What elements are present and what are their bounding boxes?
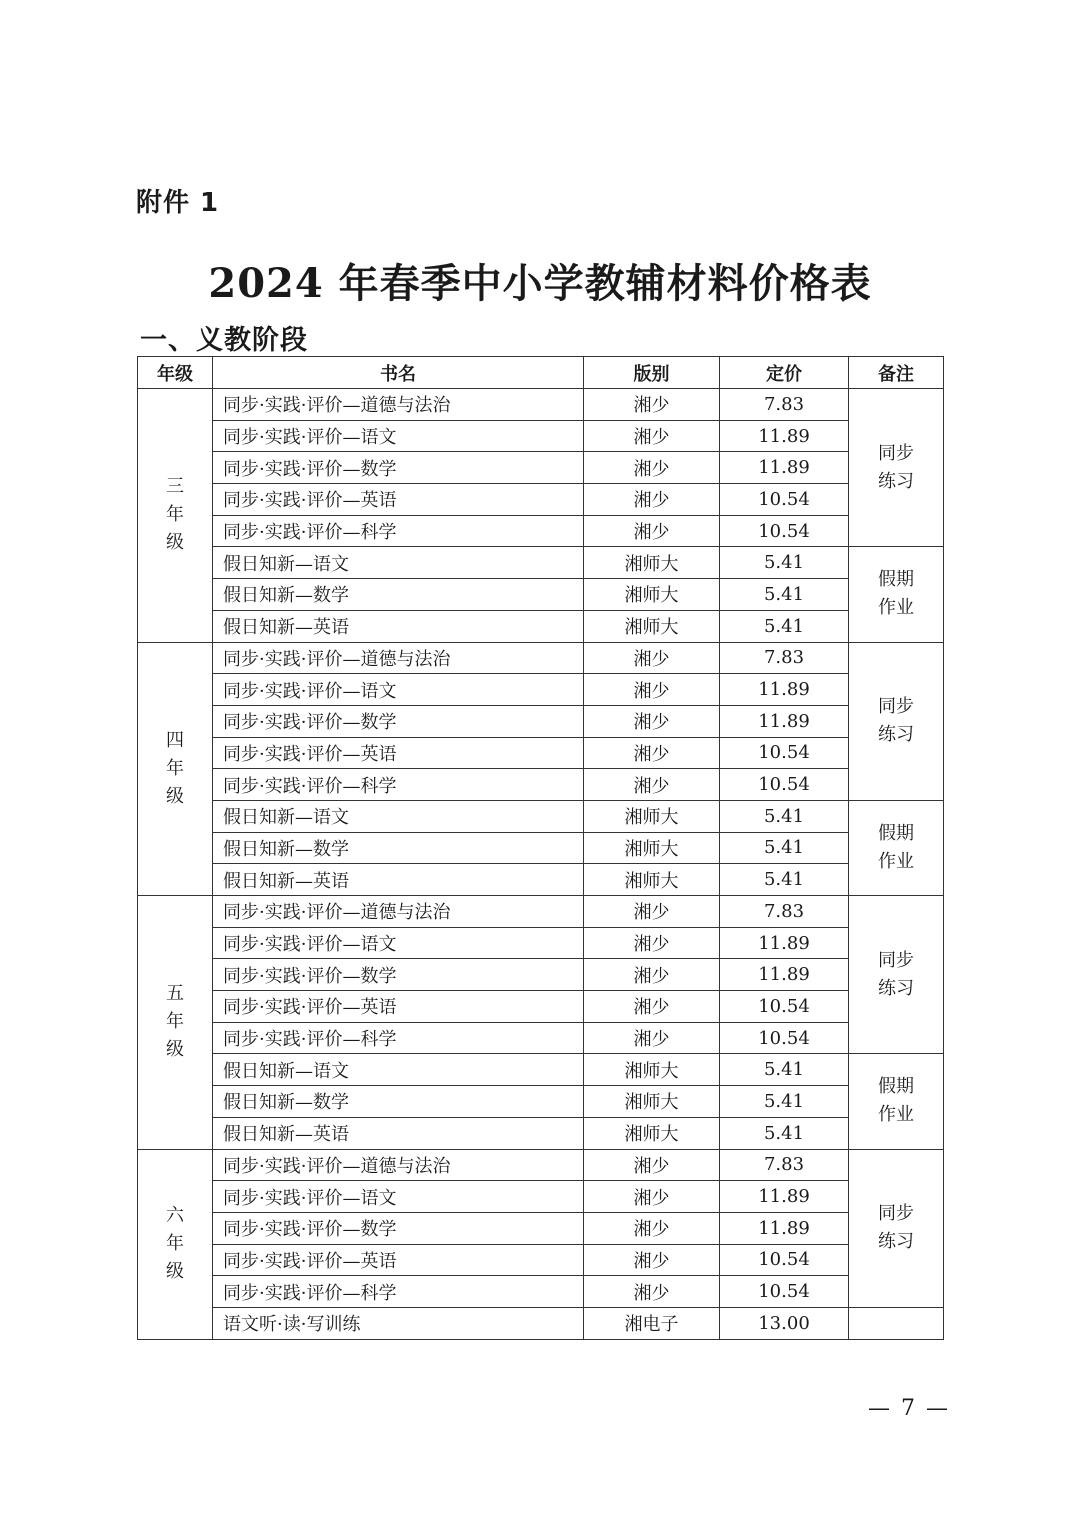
grade-cell bbox=[138, 896, 213, 1150]
publisher-cell: 湘师大 bbox=[584, 610, 720, 642]
table-row bbox=[138, 1244, 944, 1276]
book-name-cell: 同步·实践·评价—英语 bbox=[213, 991, 584, 1023]
publisher-cell: 湘少 bbox=[584, 389, 720, 421]
remark-label: 同步 练习 bbox=[878, 442, 914, 492]
book-name-cell: 同步·实践·评价—科学 bbox=[213, 1022, 584, 1054]
remark-label: 同步 练习 bbox=[878, 1203, 914, 1253]
grade-label: 三 年 级 bbox=[166, 476, 184, 554]
book-name-cell: 假日知新—数学 bbox=[213, 579, 584, 611]
table-row bbox=[138, 1022, 944, 1054]
table-row bbox=[138, 1086, 944, 1118]
column-header-remark: 备注 bbox=[849, 357, 944, 389]
remark-label: 同步 练习 bbox=[878, 696, 914, 746]
publisher-cell: 湘少 bbox=[584, 959, 720, 991]
publisher-cell: 湘师大 bbox=[584, 864, 720, 896]
price-cell: 5.41 bbox=[720, 864, 849, 896]
price-cell: 10.54 bbox=[720, 484, 849, 516]
book-name-cell: 同步·实践·评价—道德与法治 bbox=[213, 1149, 584, 1181]
table-row bbox=[138, 674, 944, 706]
book-name-cell: 假日知新—数学 bbox=[213, 832, 584, 864]
book-name-cell: 同步·实践·评价—数学 bbox=[213, 705, 584, 737]
price-cell: 7.83 bbox=[720, 1149, 849, 1181]
publisher-cell: 湘师大 bbox=[584, 547, 720, 579]
table-row bbox=[138, 896, 944, 928]
remark-cell bbox=[849, 1307, 944, 1339]
table-row bbox=[138, 1054, 944, 1086]
book-name-cell: 同步·实践·评价—科学 bbox=[213, 515, 584, 547]
price-table bbox=[137, 356, 944, 1340]
book-name-cell: 同步·实践·评价—语文 bbox=[213, 1181, 584, 1213]
publisher-cell: 湘少 bbox=[584, 515, 720, 547]
table-row bbox=[138, 991, 944, 1023]
book-name-cell: 同步·实践·评价—英语 bbox=[213, 1244, 584, 1276]
remark-label: 同步 练习 bbox=[878, 949, 914, 999]
book-name-cell: 假日知新—英语 bbox=[213, 610, 584, 642]
price-cell: 10.54 bbox=[720, 991, 849, 1023]
remark-label: 假期 作业 bbox=[878, 822, 914, 872]
book-name-cell: 同步·实践·评价—道德与法治 bbox=[213, 896, 584, 928]
price-cell: 11.89 bbox=[720, 452, 849, 484]
table-row bbox=[138, 579, 944, 611]
book-name-cell: 假日知新—英语 bbox=[213, 1117, 584, 1149]
price-cell: 7.83 bbox=[720, 896, 849, 928]
section-heading: 一、义教阶段 bbox=[140, 325, 308, 356]
table-row bbox=[138, 389, 944, 421]
book-name-cell: 假日知新—英语 bbox=[213, 864, 584, 896]
grade-cell bbox=[138, 1149, 213, 1339]
publisher-cell: 湘少 bbox=[584, 452, 720, 484]
table-row bbox=[138, 1212, 944, 1244]
price-cell: 5.41 bbox=[720, 579, 849, 611]
table-header-row bbox=[138, 357, 944, 389]
book-name-cell: 同步·实践·评价—数学 bbox=[213, 959, 584, 991]
publisher-cell: 湘少 bbox=[584, 1149, 720, 1181]
grade-label: 五 年 级 bbox=[166, 983, 184, 1061]
table-row bbox=[138, 927, 944, 959]
price-cell: 5.41 bbox=[720, 1086, 849, 1118]
price-cell: 11.89 bbox=[720, 927, 849, 959]
publisher-cell: 湘少 bbox=[584, 705, 720, 737]
price-cell: 5.41 bbox=[720, 1117, 849, 1149]
table-row bbox=[138, 1181, 944, 1213]
publisher-cell: 湘师大 bbox=[584, 1054, 720, 1086]
table-row bbox=[138, 610, 944, 642]
price-cell: 13.00 bbox=[720, 1307, 849, 1339]
price-cell: 5.41 bbox=[720, 1054, 849, 1086]
table-row bbox=[138, 800, 944, 832]
publisher-cell: 湘少 bbox=[584, 991, 720, 1023]
publisher-cell: 湘少 bbox=[584, 927, 720, 959]
column-header-book-name: 书名 bbox=[213, 357, 584, 389]
publisher-cell: 湘少 bbox=[584, 1244, 720, 1276]
book-name-cell: 同步·实践·评价—道德与法治 bbox=[213, 389, 584, 421]
price-cell: 7.83 bbox=[720, 389, 849, 421]
remark-cell bbox=[849, 896, 944, 1054]
remark-cell bbox=[849, 389, 944, 547]
publisher-cell: 湘少 bbox=[584, 420, 720, 452]
book-name-cell: 同步·实践·评价—语文 bbox=[213, 420, 584, 452]
page-number: — 7 — bbox=[868, 1396, 950, 1421]
price-cell: 5.41 bbox=[720, 547, 849, 579]
price-cell: 10.54 bbox=[720, 1244, 849, 1276]
remark-cell bbox=[849, 642, 944, 800]
publisher-cell: 湘少 bbox=[584, 1276, 720, 1308]
publisher-cell: 湘少 bbox=[584, 674, 720, 706]
table-row bbox=[138, 547, 944, 579]
table-row bbox=[138, 864, 944, 896]
table-row bbox=[138, 642, 944, 674]
book-name-cell: 同步·实践·评价—数学 bbox=[213, 452, 584, 484]
column-header-publisher: 版别 bbox=[584, 357, 720, 389]
table-row bbox=[138, 737, 944, 769]
price-cell: 11.89 bbox=[720, 1181, 849, 1213]
remark-cell bbox=[849, 1149, 944, 1307]
table-row bbox=[138, 705, 944, 737]
publisher-cell: 湘电子 bbox=[584, 1307, 720, 1339]
table-row bbox=[138, 452, 944, 484]
publisher-cell: 湘师大 bbox=[584, 832, 720, 864]
price-cell: 5.41 bbox=[720, 610, 849, 642]
book-name-cell: 同步·实践·评价—语文 bbox=[213, 674, 584, 706]
book-name-cell: 同步·实践·评价—科学 bbox=[213, 1276, 584, 1308]
publisher-cell: 湘少 bbox=[584, 1181, 720, 1213]
grade-cell bbox=[138, 642, 213, 896]
column-header-price: 定价 bbox=[720, 357, 849, 389]
publisher-cell: 湘少 bbox=[584, 737, 720, 769]
book-name-cell: 假日知新—语文 bbox=[213, 1054, 584, 1086]
document-title: 2024 年春季中小学教辅材料价格表 bbox=[208, 260, 872, 307]
book-name-cell: 假日知新—数学 bbox=[213, 1086, 584, 1118]
price-cell: 10.54 bbox=[720, 737, 849, 769]
publisher-cell: 湘少 bbox=[584, 484, 720, 516]
table-row bbox=[138, 1117, 944, 1149]
book-name-cell: 假日知新—语文 bbox=[213, 547, 584, 579]
grade-label: 六 年 级 bbox=[166, 1205, 184, 1283]
price-cell: 11.89 bbox=[720, 1212, 849, 1244]
book-name-cell: 同步·实践·评价—英语 bbox=[213, 737, 584, 769]
remark-cell bbox=[849, 800, 944, 895]
table-row bbox=[138, 959, 944, 991]
price-cell: 11.89 bbox=[720, 674, 849, 706]
price-cell: 11.89 bbox=[720, 705, 849, 737]
publisher-cell: 湘少 bbox=[584, 642, 720, 674]
publisher-cell: 湘少 bbox=[584, 896, 720, 928]
table-row bbox=[138, 832, 944, 864]
book-name-cell: 假日知新—语文 bbox=[213, 800, 584, 832]
price-cell: 10.54 bbox=[720, 515, 849, 547]
book-name-cell: 同步·实践·评价—英语 bbox=[213, 484, 584, 516]
remark-cell bbox=[849, 1054, 944, 1149]
book-name-cell: 同步·实践·评价—数学 bbox=[213, 1212, 584, 1244]
attachment-label: 附件 1 bbox=[136, 188, 220, 218]
table-row bbox=[138, 515, 944, 547]
publisher-cell: 湘少 bbox=[584, 1022, 720, 1054]
price-cell: 5.41 bbox=[720, 832, 849, 864]
publisher-cell: 湘少 bbox=[584, 1212, 720, 1244]
remark-label: 假期 作业 bbox=[878, 569, 914, 619]
price-cell: 5.41 bbox=[720, 800, 849, 832]
publisher-cell: 湘师大 bbox=[584, 579, 720, 611]
book-name-cell: 同步·实践·评价—科学 bbox=[213, 769, 584, 801]
book-name-cell: 语文听·读·写训练 bbox=[213, 1307, 584, 1339]
price-cell: 10.54 bbox=[720, 1276, 849, 1308]
price-cell: 11.89 bbox=[720, 420, 849, 452]
table-row bbox=[138, 420, 944, 452]
publisher-cell: 湘少 bbox=[584, 769, 720, 801]
table-row bbox=[138, 1149, 944, 1181]
remark-label: 假期 作业 bbox=[878, 1076, 914, 1126]
price-cell: 10.54 bbox=[720, 1022, 849, 1054]
publisher-cell: 湘师大 bbox=[584, 800, 720, 832]
publisher-cell: 湘师大 bbox=[584, 1086, 720, 1118]
grade-label: 四 年 级 bbox=[166, 729, 184, 807]
book-name-cell: 同步·实践·评价—道德与法治 bbox=[213, 642, 584, 674]
remark-cell bbox=[849, 547, 944, 642]
table-row bbox=[138, 484, 944, 516]
price-cell: 10.54 bbox=[720, 769, 849, 801]
table-row bbox=[138, 1307, 944, 1339]
publisher-cell: 湘师大 bbox=[584, 1117, 720, 1149]
column-header-grade: 年级 bbox=[138, 357, 213, 389]
table-row bbox=[138, 769, 944, 801]
table-row bbox=[138, 1276, 944, 1308]
book-name-cell: 同步·实践·评价—语文 bbox=[213, 927, 584, 959]
price-cell: 7.83 bbox=[720, 642, 849, 674]
grade-cell bbox=[138, 389, 213, 643]
price-cell: 11.89 bbox=[720, 959, 849, 991]
